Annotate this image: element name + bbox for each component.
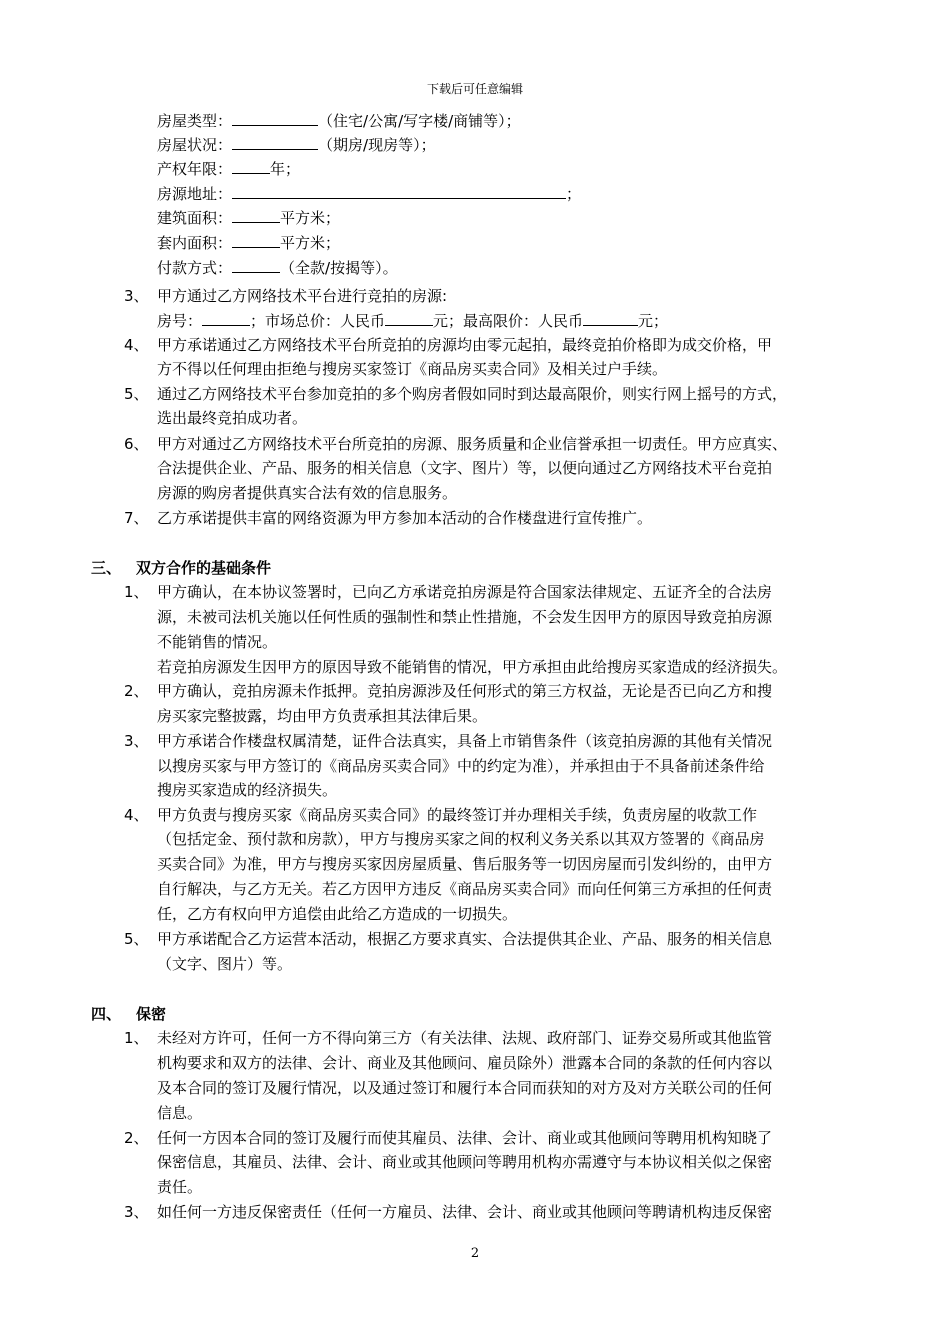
paragraph-line: （包括定金、预付款和房款），甲方与搜房买家之间的权利义务关系以其双方签署的《商品房	[157, 830, 765, 848]
blank-line	[232, 181, 566, 199]
paragraph-line: 若竞拍房源发生因甲方的原因导致不能销售的情况，甲方承担由此给搜房买家造成的经济损失。	[157, 658, 788, 676]
paragraph-line: 未经对方许可，任何一方不得向第三方（有关法律、法规、政府部门、证券交易所或其他监管	[157, 1029, 773, 1047]
paragraph-line: （文字、图片）等。	[157, 955, 293, 973]
section-number: 四、	[91, 1005, 122, 1023]
item-number: 4、	[124, 806, 149, 824]
paragraph-line: 机构要求和双方的法律、会计、商业及其他顾问、雇员除外）泄露本合同的条款的任何内容以	[157, 1054, 773, 1072]
field-building-area: 建筑面积： 平方米；	[157, 205, 340, 230]
field-house-status: 房屋状况： （期房/现房等）；	[157, 132, 436, 157]
paragraph-line: 搜房买家造成的经济损失。	[157, 781, 338, 799]
blank-line	[232, 132, 318, 150]
blank-line	[232, 230, 280, 248]
paragraph-line: 任何一方因本合同的签订及履行而使其雇员、法律、会计、商业或其他顾问等聘用机构知晓了	[157, 1129, 773, 1147]
paragraph-line: 选出最终竞拍成功者。	[157, 409, 308, 427]
page-header: 下载后可任意编辑	[426, 82, 523, 96]
item-number: 7、	[124, 509, 149, 527]
blank-line	[583, 308, 638, 326]
paragraph-line: 乙方承诺提供丰富的网络资源为甲方参加本活动的合作楼盘进行宣传推广。	[157, 509, 653, 527]
blank-line	[232, 156, 270, 174]
paragraph-line: 信息。	[157, 1104, 203, 1122]
blank-line	[232, 108, 318, 126]
item-number: 4、	[124, 336, 149, 354]
page-number: 2	[470, 1246, 480, 1261]
paragraph-line: 不能销售的情况。	[157, 633, 278, 651]
blank-line	[232, 255, 280, 273]
field-payment: 付款方式： （全款/按揭等）。	[157, 255, 398, 280]
paragraph-line: 甲方确认，在本协议签署时，已向乙方承诺竞拍房源是符合国家法律规定、五证齐全的合法房	[157, 583, 773, 601]
paragraph-line: 甲方通过乙方网络技术平台进行竞拍的房源:	[157, 287, 448, 305]
paragraph-line: 甲方对通过乙方网络技术平台所竞拍的房源、服务质量和企业信誉承担一切责任。甲方应真实、	[157, 435, 788, 453]
paragraph-line: 甲方承诺配合乙方运营本活动，根据乙方要求真实、合法提供其企业、产品、服务的相关信息	[157, 930, 773, 948]
field-inner-area: 套内面积： 平方米；	[157, 230, 340, 255]
paragraph-line: 合法提供企业、产品、服务的相关信息（文字、图片）等，以便向通过乙方网络技术平台竞拍	[157, 459, 773, 477]
paragraph-line: 甲方承诺通过乙方网络技术平台所竞拍的房源均由零元起拍，最终竞拍价格即为成交价格，甲	[157, 336, 773, 354]
paragraph-line: 房买家完整披露，均由甲方负责承担其法律后果。	[157, 707, 488, 725]
item-number: 3、	[124, 1203, 149, 1221]
paragraph-line: 如任何一方违反保密责任（任何一方雇员、法律、会计、商业或其他顾问等聘请机构违反保密	[157, 1203, 773, 1221]
paragraph-line: 自行解决，与乙方无关。若乙方因甲方违反《商品房买卖合同》而向任何第三方承担的任何责	[157, 880, 773, 898]
item-number: 3、	[124, 287, 149, 305]
auction-price-line: 房号： ；市场总价：人民币 元；最高限价：人民币 元；	[157, 308, 668, 333]
field-property-years: 产权年限： 年；	[157, 156, 300, 181]
item-number: 1、	[124, 583, 149, 601]
blank-line	[385, 308, 433, 326]
item-number: 1、	[124, 1029, 149, 1047]
section-title: 保密	[136, 1005, 167, 1023]
item-number: 2、	[124, 1129, 149, 1147]
item-number: 3、	[124, 732, 149, 750]
paragraph-line: 甲方承诺合作楼盘权属清楚，证件合法真实，具备上市销售条件（该竞拍房源的其他有关情况	[157, 732, 773, 750]
paragraph-line: 保密信息，其雇员、法律、会计、商业或其他顾问等聘用机构亦需遵守与本协议相关似之保密	[157, 1153, 773, 1171]
blank-line	[232, 205, 280, 223]
paragraph-line: 责任。	[157, 1178, 203, 1196]
section-title: 双方合作的基础条件	[136, 559, 272, 577]
field-address: 房源地址： ；	[157, 181, 581, 206]
paragraph-line: 及本合同的签订及履行情况，以及通过签订和履行本合同而获知的对方及对方关联公司的任何	[157, 1079, 773, 1097]
paragraph-line: 方不得以任何理由拒绝与搜房买家签订《商品房买卖合同》及相关过户手续。	[157, 360, 668, 378]
paragraph-line: 甲方确认，竞拍房源未作抵押。竞拍房源涉及任何形式的第三方权益，无论是否已向乙方和搜	[157, 682, 773, 700]
paragraph-line: 房源的购房者提供真实合法有效的信息服务。	[157, 484, 458, 502]
blank-line	[202, 308, 250, 326]
paragraph-line: 甲方负责与搜房买家《商品房买卖合同》的最终签订并办理相关手续，负责房屋的收款工作	[157, 806, 758, 824]
item-number: 6、	[124, 435, 149, 453]
field-house-type: 房屋类型： （住宅/公寓/写字楼/商铺等）；	[157, 108, 521, 133]
paragraph-line: 买卖合同》为准，甲方与搜房买家因房屋质量、售后服务等一切因房屋而引发纠纷的，由甲方	[157, 855, 773, 873]
paragraph-line: 以搜房买家与甲方签订的《商品房买卖合同》中的约定为准），并承担由于不具备前述条件给	[157, 757, 765, 775]
paragraph-line: 通过乙方网络技术平台参加竞拍的多个购房者假如同时到达最高限价，则实行网上摇号的方式，	[157, 385, 788, 403]
item-number: 5、	[124, 385, 149, 403]
item-number: 2、	[124, 682, 149, 700]
paragraph-line: 任，乙方有权向甲方追偿由此给乙方造成的一切损失。	[157, 905, 518, 923]
paragraph-line: 源，未被司法机关施以任何性质的强制性和禁止性措施，不会发生因甲方的原因导致竞拍房源	[157, 608, 773, 626]
item-number: 5、	[124, 930, 149, 948]
section-number: 三、	[91, 559, 122, 577]
